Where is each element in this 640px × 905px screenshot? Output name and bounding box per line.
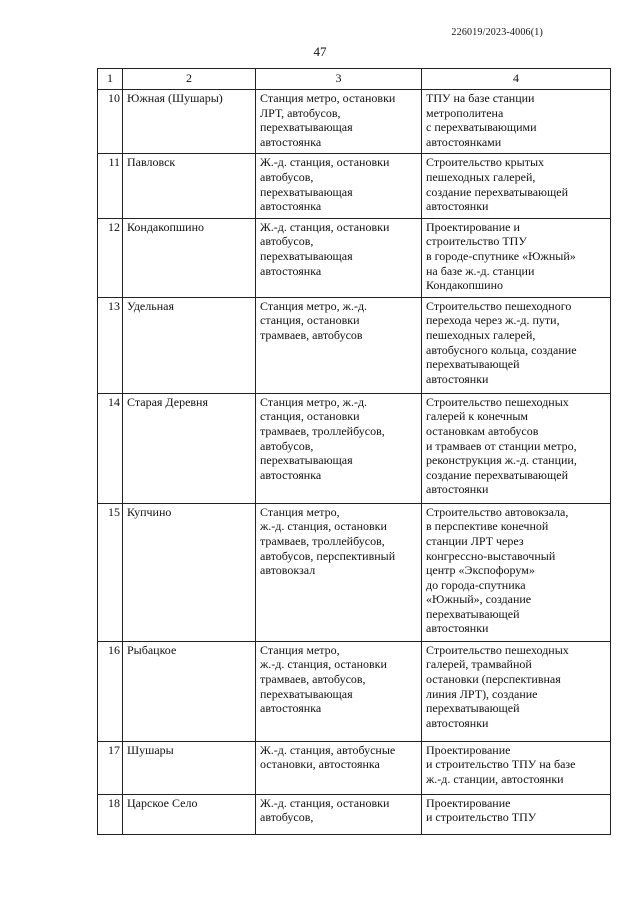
table-row bbox=[98, 297, 611, 393]
hub-composition: Ж.-д. станция, остановки автобусов, перехватывающая автостоянка bbox=[256, 218, 422, 297]
hub-composition: Станция метро, ж.-д. станция, остановки трамваев, автобусов bbox=[256, 297, 422, 393]
hub-measures: Строительство пешеходных галерей к конечным остановкам автобусов и трамваев от станции метро, реконструкция ж.-д. станции, создание перехватывающей автостоянки bbox=[422, 393, 611, 503]
table-row bbox=[98, 794, 611, 834]
column-header-1: 1 bbox=[98, 69, 123, 90]
row-number: 17 bbox=[98, 741, 123, 794]
table-header-row bbox=[98, 69, 611, 90]
hub-measures: Проектирование и строительство ТПУ на базе ж.-д. станции, автостоянки bbox=[422, 741, 611, 794]
table-row bbox=[98, 503, 611, 641]
hub-composition: Ж.-д. станция, остановки автобусов, перехватывающая автостоянка bbox=[256, 154, 422, 218]
row-number: 10 bbox=[98, 90, 123, 154]
table-row bbox=[98, 393, 611, 503]
hub-measures: Проектирование и строительство ТПУ в городе-спутнике «Южный» на базе ж.-д. станции Кондакопшино bbox=[422, 218, 611, 297]
hub-name: Купчино bbox=[123, 503, 256, 641]
row-number: 18 bbox=[98, 794, 123, 834]
row-number: 14 bbox=[98, 393, 123, 503]
hub-composition: Станция метро, ж.-д. станция, остановки трамваев, троллейбусов, автобусов, перехватывающая автостоянка bbox=[256, 393, 422, 503]
hub-name: Старая Деревня bbox=[123, 393, 256, 503]
hub-measures: Строительство пешеходных галерей, трамвайной остановки (перспективная линия ЛРТ), создание перехватывающей автостоянки bbox=[422, 641, 611, 741]
column-header-3: 3 bbox=[256, 69, 422, 90]
hub-composition: Станция метро, ж.-д. станция, остановки трамваев, автобусов, перехватывающая автостоянка bbox=[256, 641, 422, 741]
hub-measures: Строительство пешеходного перехода через ж.-д. пути, пешеходных галерей, автобусного кольца, создание перехватывающей автостоянки bbox=[422, 297, 611, 393]
table-row bbox=[98, 90, 611, 154]
row-number: 13 bbox=[98, 297, 123, 393]
table-row bbox=[98, 218, 611, 297]
column-header-2: 2 bbox=[123, 69, 256, 90]
hub-name: Павловск bbox=[123, 154, 256, 218]
hub-measures: Строительство автовокзала, в перспективе конечной станции ЛРТ через конгрессно-выставочный центр «Экспофорум» до города-спутника «Южный», создание перехватывающей автостоянки bbox=[422, 503, 611, 641]
hub-composition: Станция метро, ж.-д. станция, остановки трамваев, троллейбусов, автобусов, перспективный автовокзал bbox=[256, 503, 422, 641]
table-row bbox=[98, 641, 611, 741]
transport-hubs-table bbox=[97, 68, 611, 835]
hub-measures: Строительство крытых пешеходных галерей, создание перехватывающей автостоянки bbox=[422, 154, 611, 218]
row-number: 11 bbox=[98, 154, 123, 218]
row-number: 16 bbox=[98, 641, 123, 741]
table-row bbox=[98, 741, 611, 794]
hub-composition: Станция метро, остановки ЛРТ, автобусов, перехватывающая автостоянка bbox=[256, 90, 422, 154]
hub-name: Рыбацкое bbox=[123, 641, 256, 741]
row-number: 15 bbox=[98, 503, 123, 641]
hub-name: Шушары bbox=[123, 741, 256, 794]
hub-name: Царское Село bbox=[123, 794, 256, 834]
hub-measures: ТПУ на базе станции метрополитена с перехватывающими автостоянками bbox=[422, 90, 611, 154]
document-number: 226019/2023-4006(1) bbox=[451, 27, 543, 38]
hub-name: Южная (Шушары) bbox=[123, 90, 256, 154]
hub-measures: Проектирование и строительство ТПУ bbox=[422, 794, 611, 834]
table-body bbox=[98, 90, 611, 835]
hub-composition: Ж.-д. станция, остановки автобусов, bbox=[256, 794, 422, 834]
row-number: 12 bbox=[98, 218, 123, 297]
table-row bbox=[98, 154, 611, 218]
hub-name: Удельная bbox=[123, 297, 256, 393]
hub-composition: Ж.-д. станция, автобусные остановки, автостоянка bbox=[256, 741, 422, 794]
hub-name: Кондакопшино bbox=[123, 218, 256, 297]
page-number: 47 bbox=[313, 44, 327, 59]
column-header-4: 4 bbox=[422, 69, 611, 90]
